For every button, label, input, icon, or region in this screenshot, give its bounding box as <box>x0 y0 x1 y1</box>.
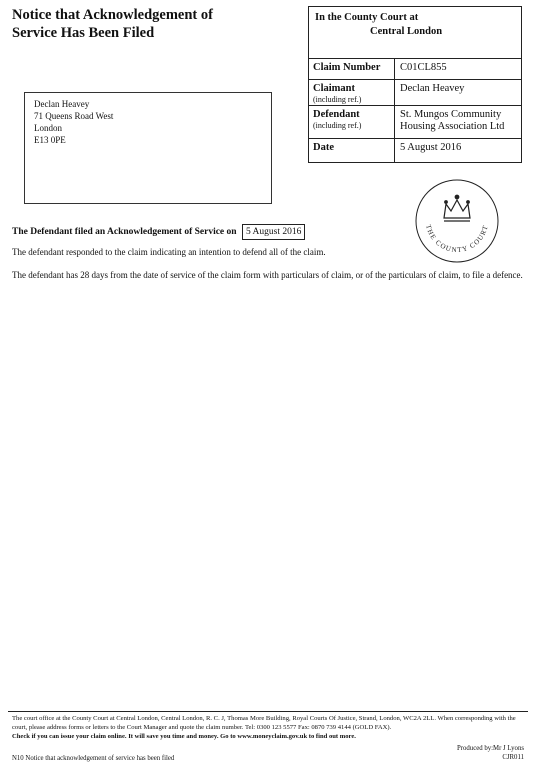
court-name-line-1: In the County Court at <box>315 12 419 23</box>
claimant-ref-note: (including ref.) <box>313 95 362 104</box>
acknowledgement-line <box>12 224 305 240</box>
acknowledgement-date: 5 August 2016 <box>242 224 305 240</box>
court-details-box <box>308 6 522 163</box>
seal-text: THE COUNTY COURT <box>424 223 490 255</box>
date-label: Date <box>309 139 395 162</box>
claim-number-label: Claim Number <box>309 59 395 79</box>
defendant-label: Defendant <box>313 109 360 120</box>
defence-deadline-paragraph: The defendant has 28 days from the date of service of the claim form with particulars of claim, or of the particulars of claim, to file a defence. <box>12 270 523 280</box>
defendant-row <box>309 106 521 139</box>
footer-address-text: The court office at the County Court at Central London, Central London, R. C. J, Thomas More Building, Royal Courts Of Justice, Strand, London, WC2A 2LL. When corresponding with the court, please address forms or letters to the Court Manager and quote the claim number. Tel: 0300 123 5577 Fax: 0870 739 4144 (GOLD FAX). <box>12 715 516 731</box>
acknowledgement-label: The Defendant filed an Acknowledgement of Service on <box>12 227 237 237</box>
address-line-1: 71 Queens Road West <box>34 111 114 121</box>
address-line-3: E13 0PE <box>34 135 66 145</box>
defendant-ref-note: (including ref.) <box>313 121 362 130</box>
claim-number-row <box>309 59 521 80</box>
date-row <box>309 139 521 162</box>
claimant-row <box>309 80 521 106</box>
court-name <box>309 7 521 59</box>
produced-by: Produced by:Mr J Lyons <box>456 745 524 752</box>
page-title <box>12 6 262 42</box>
address-name: Declan Heavey <box>34 99 90 109</box>
court-name-line-2: Central London <box>370 26 443 37</box>
claim-number-value: C01CL855 <box>400 62 447 73</box>
recipient-address <box>24 92 272 204</box>
claimant-label-cell <box>309 80 395 105</box>
crown-icon <box>444 195 470 221</box>
title-line-2: Service Has Been Filed <box>12 25 155 41</box>
form-reference: N10 Notice that acknowledgement of service has been filed <box>12 755 175 762</box>
form-code: CJR011 <box>502 754 524 761</box>
address-line-2: London <box>34 123 62 133</box>
defendant-label-cell <box>309 106 395 138</box>
footer-divider <box>8 711 528 712</box>
defendant-value: St. Mungos Community Housing Association Ltd <box>400 109 505 132</box>
claimant-value: Declan Heavey <box>400 83 465 94</box>
claimant-label: Claimant <box>313 83 355 94</box>
footer-court-info <box>12 714 524 741</box>
date-value: 5 August 2016 <box>400 142 462 153</box>
title-line-1: Notice that Acknowledgement of <box>12 7 213 23</box>
produced-by-block <box>420 744 524 762</box>
footer-online-notice: Check if you can issue your claim online. It will save you time and money. Go to www.moneyclaim.gov.uk to find out more. <box>12 733 356 740</box>
response-paragraph: The defendant responded to the claim indicating an intention to defend all of the claim. <box>12 247 326 257</box>
